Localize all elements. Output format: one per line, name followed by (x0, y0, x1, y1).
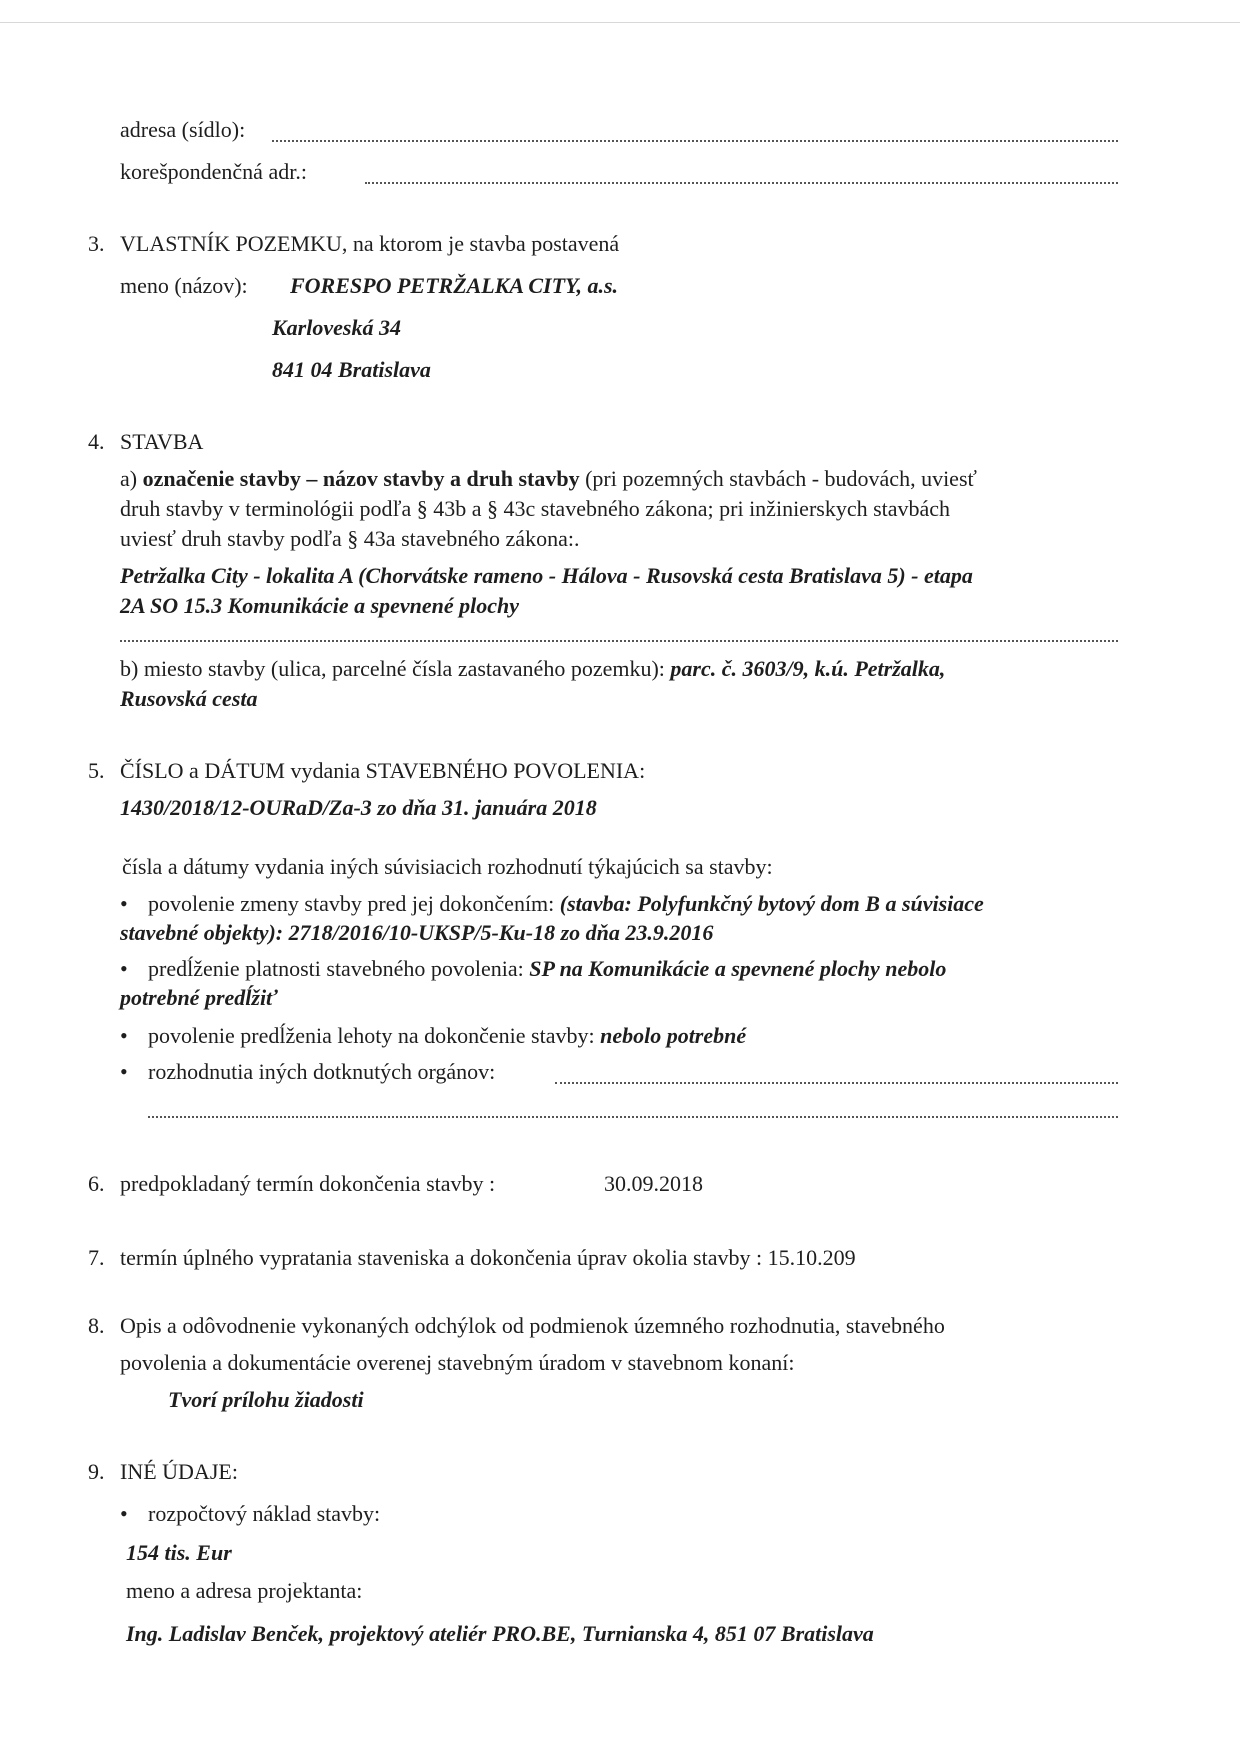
building-location-label: b) miesto stavby (ulica, parcelné čísla zastavaného pozemku): (120, 656, 665, 681)
building-location-value-2: Rusovská cesta (120, 686, 258, 711)
correspondence-address-label: korešpondenčná adr.: (120, 159, 307, 184)
budget-value: 154 tis. Eur (126, 1540, 232, 1565)
section-4-number: 4. (88, 429, 105, 454)
bullet-extension-line-1 (120, 955, 946, 983)
other-authorities-label: rozhodnutia iných dotknutých orgánov: (148, 1059, 496, 1084)
other-authorities-fill-dots-2 (148, 1116, 1118, 1118)
owner-city: 841 04 Bratislava (272, 357, 431, 382)
section-3-number: 3. (88, 231, 105, 256)
building-name-value-2: 2A SO 15.3 Komunikácie a spevnené plochy (120, 593, 520, 618)
address-label: adresa (sídlo): (120, 117, 246, 142)
completion-date-value: 30.09.2018 (604, 1171, 703, 1196)
correspondence-fill-dots (365, 182, 1118, 184)
bullet-icon: • (120, 1501, 128, 1526)
permit-extension-value-1: SP na Komunikácie a spevnené plochy nebolo (529, 956, 947, 981)
section-9-title: INÉ ÚDAJE: (120, 1459, 238, 1484)
building-location-value: parc. č. 3603/9, k.ú. Petržalka, (670, 656, 946, 681)
permit-extension-value-2: potrebné predĺžiť (120, 985, 278, 1010)
owner-name-label: meno (názov): (120, 273, 248, 298)
change-permit-value-2: stavebné objekty): 2718/2016/10-UKSP/5-Ku-18 zo dňa 23.9.2016 (120, 920, 714, 945)
item-a-prefix: a) (120, 466, 138, 491)
owner-name-value: FORESPO PETRŽALKA CITY, a.s. (290, 273, 619, 298)
completion-date-label: predpokladaný termín dokončenia stavby : (120, 1171, 496, 1196)
bullet-icon: • (120, 1023, 128, 1048)
section-5-title: ČÍSLO a DÁTUM vydania STAVEBNÉHO POVOLENIA: (120, 758, 646, 783)
building-designation-line-2: druh stavby v terminológii podľa § 43b a § 43c stavebného zákona; pri inžinierskych stavbách (120, 496, 951, 521)
bullet-change-line-1 (120, 890, 984, 918)
designer-label: meno a adresa projektanta: (126, 1578, 363, 1603)
page-top-edge (0, 22, 1240, 23)
deviations-description-line-2: povolenia a dokumentácie overenej stavebným úradom v stavebnom konaní: (120, 1350, 795, 1375)
building-designation-line-1 (120, 465, 977, 493)
budget-line (120, 1500, 380, 1528)
building-permit-value: 1430/2018/12-OURaD/Za-3 zo dňa 31. januára 2018 (120, 795, 597, 820)
deadline-extension-value: nebolo potrebné (600, 1023, 747, 1048)
section-3-title: VLASTNÍK POZEMKU, na ktorom je stavba postavená (120, 231, 620, 256)
site-clearance-date: termín úplného vypratania staveniska a dokončenia úprav okolia stavby : 15.10.209 (120, 1245, 856, 1270)
deviations-value: Tvorí prílohu žiadosti (168, 1387, 364, 1412)
change-permit-value-1: (stavba: Polyfunkčný bytový dom B a súvisiace (559, 891, 984, 916)
building-designation-line-3: uviesť druh stavby podľa § 43a stavebného zákona:. (120, 526, 580, 551)
section-4-title: STAVBA (120, 429, 204, 454)
building-location-line-1 (120, 655, 945, 683)
budget-label: rozpočtový náklad stavby: (148, 1501, 381, 1526)
building-designation-note: (pri pozemných stavbách - budovách, uviesť (585, 466, 977, 491)
building-fill-dots (120, 640, 1118, 642)
section-8-number: 8. (88, 1313, 105, 1338)
permit-extension-label: predĺženie platnosti stavebného povolenia: (148, 956, 524, 981)
bullet-deadline-line (120, 1022, 746, 1050)
bullet-icon: • (120, 956, 128, 981)
related-decisions-label: čísla a dátumy vydania iných súvisiacich rozhodnutí týkajúcich sa stavby: (122, 854, 773, 879)
deviations-description-line-1: Opis a odôvodnenie vykonaných odchýlok od podmienok územného rozhodnutia, stavebného (120, 1313, 945, 1338)
building-designation-heading: označenie stavby – názov stavby a druh stavby (142, 466, 580, 491)
deadline-extension-label: povolenie predĺženia lehoty na dokončenie stavby: (148, 1023, 595, 1048)
bullet-icon: • (120, 1059, 128, 1084)
bullet-other-authorities-line (120, 1058, 495, 1086)
other-authorities-fill-dots-1 (555, 1082, 1118, 1084)
owner-street: Karloveská 34 (272, 315, 401, 340)
change-permit-label: povolenie zmeny stavby pred jej dokončením: (148, 891, 555, 916)
designer-value: Ing. Ladislav Benček, projektový ateliér PRO.BE, Turnianska 4, 851 07 Bratislava (126, 1621, 874, 1646)
section-7-number: 7. (88, 1245, 105, 1270)
address-fill-dots (272, 140, 1118, 142)
bullet-icon: • (120, 891, 128, 916)
section-9-number: 9. (88, 1459, 105, 1484)
section-6-number: 6. (88, 1171, 105, 1196)
section-5-number: 5. (88, 758, 105, 783)
building-name-value-1: Petržalka City - lokalita A (Chorvátske rameno - Hálova - Rusovská cesta Bratislava 5) - etapa (120, 563, 973, 588)
